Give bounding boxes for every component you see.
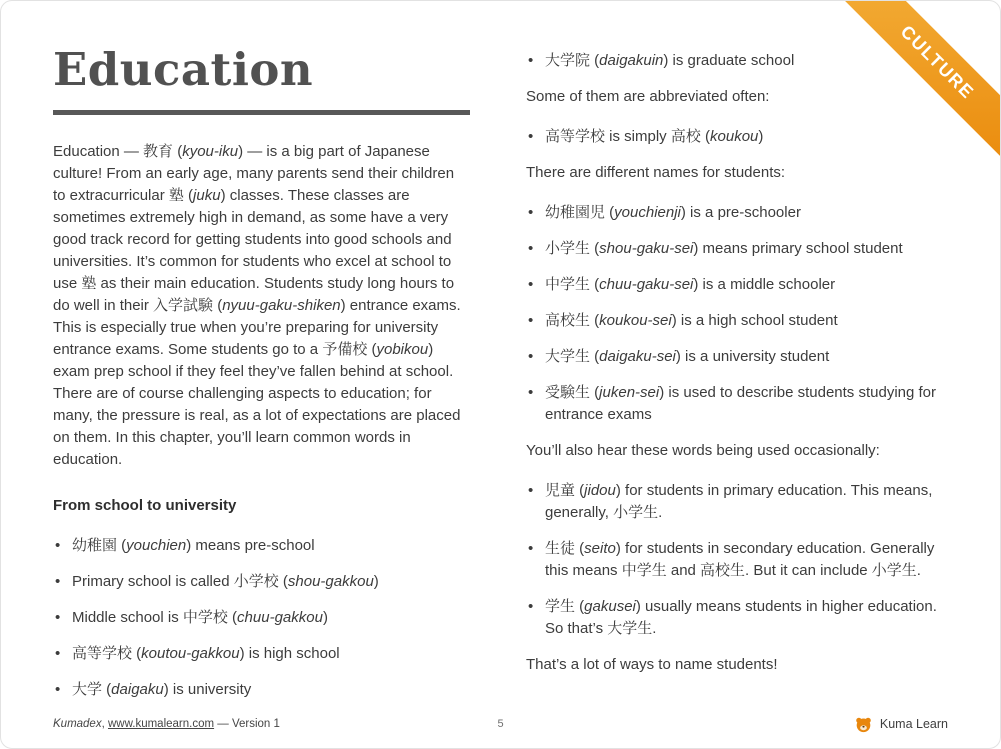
footer-version: — Version 1 [214,718,280,730]
footer-logo [854,715,948,734]
list-item: • Primary school is called 小学校 (shou-gakkou) [53,571,470,593]
list-item: • 幼稚園児 (youchienji) is a pre-schooler [526,202,948,224]
list-item: • 大学院 (daigakuin) is graduate school [526,50,948,72]
section-heading: From school to university [53,496,237,514]
list-item: • 中学生 (chuu-gaku-sei) is a middle schooler [526,274,948,296]
list-item: • 受験生 (juken-sei) is used to describe students studying for entrance exams [526,382,948,426]
list-item: • 高等学校 (koutou-gakkou) is high school [53,643,470,665]
ribbon-label: CULTURE [896,21,979,103]
intro-paragraph: Education — 教育 (kyou-iku) — is a big part of Japanese culture! From an early age, many parents send their children to extracurricular 塾 (juku) classes. These classes are sometimes extremely high in demand, as some have a very good track record for getting students into good schools and universities. It’s common for students who excel at school to use 塾 as their main education. Students study long hours to do well in their 入学試験 (nyuu-gaku-shiken) entrance exams. This is especially true when you’re preparing for university entrance exams. Some students go to a 予備校 (yobikou) exam prep school if they feel they’ve fallen behind at school. There are of course challenging aspects to education; for many, the pressure is real, as a lot of expectations are placed on them. In this chapter, you’ll learn common words in education. [53,142,461,468]
list-item: • 大学 (daigaku) is university [53,679,470,701]
list-item: • 児童 (jidou) for students in primary education. This means, generally, 小学生. [526,480,948,524]
title-rule [53,110,470,115]
list-item: • 小学生 (shou-gaku-sei) means primary school student [526,238,948,260]
occasional-words-list [526,480,948,640]
closing-paragraph: That’s a lot of ways to name students! [526,656,778,673]
occasional-intro: You’ll also hear these words being used occasionally: [526,442,880,459]
list-item: • 幼稚園 (youchien) means pre-school [53,535,470,557]
list-item: • 高校生 (koukou-sei) is a high school student [526,310,948,332]
list-item: • Middle school is 中学校 (chuu-gakkou) [53,607,470,629]
abbreviations-list [526,126,948,148]
kuma-learn-label: Kuma Learn [879,717,948,731]
page-number: 5 [497,718,504,730]
kuma-bear-icon [854,715,873,734]
footer-link[interactable]: www.kumalearn.com [107,718,215,730]
page-footer [1,715,1000,749]
page-title: Education [53,43,314,96]
left-column [53,45,470,715]
footer-separator: , [101,718,108,730]
graduate-school-list [526,50,948,72]
footer-brand: Kumadex [53,718,102,730]
list-item: • 大学生 (daigaku-sei) is a university student [526,346,948,368]
student-names-list [526,202,948,426]
abbreviations-intro: Some of them are abbreviated often: [526,88,770,105]
school-levels-list [53,535,470,701]
students-intro: There are different names for students: [526,164,786,181]
footer-attribution [53,718,854,730]
list-item: • 学生 (gakusei) usually means students in higher education. So that’s 大学生. [526,596,948,640]
list-item: • 高等学校 is simply 高校 (koukou) [526,126,948,148]
list-item: • 生徒 (seito) for students in secondary education. Generally this means 中学生 and 高校生. But it can include 小学生. [526,538,948,582]
right-column [526,45,948,715]
page-content [1,1,1000,715]
